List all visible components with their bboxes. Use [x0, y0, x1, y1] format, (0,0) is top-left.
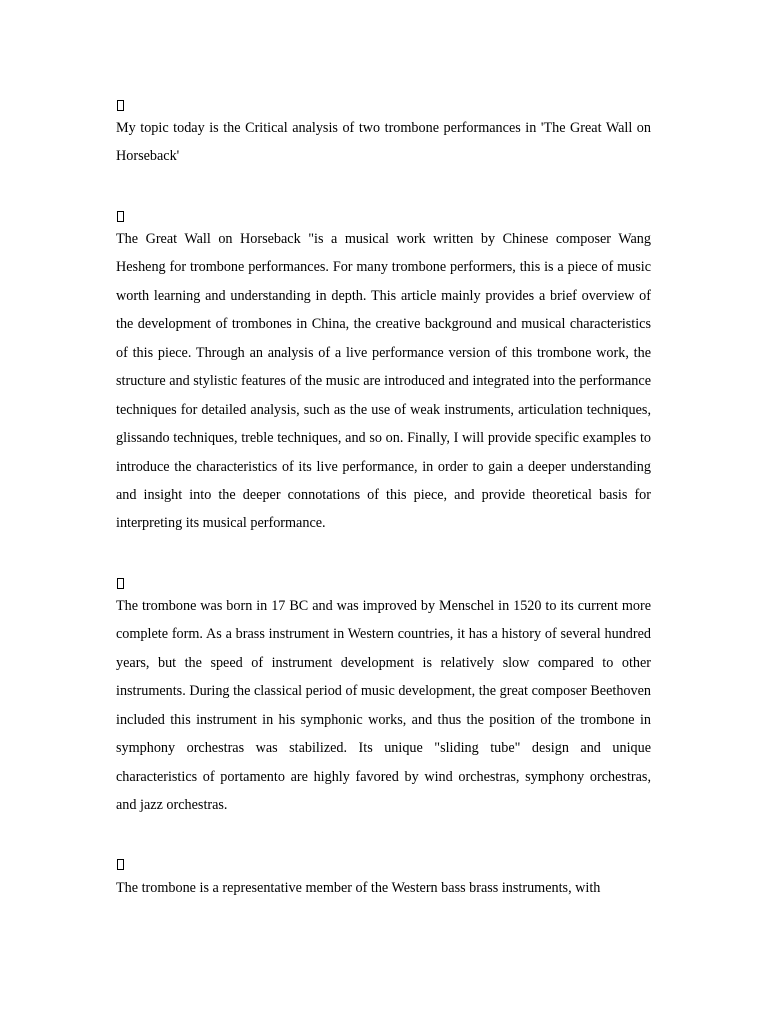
- paragraph-marker-line-4: [116, 856, 651, 874]
- paragraph-block-1: [116, 96, 651, 171]
- paragraph-marker-icon: [117, 859, 124, 870]
- paragraph-marker-line-2: [116, 207, 651, 225]
- paragraph-1: My topic today is the Critical analysis of two trombone performances in 'The Great Wall on Horseback': [116, 120, 651, 165]
- paragraph-spacer: [116, 820, 651, 850]
- paragraph-marker-line-3: [116, 574, 651, 592]
- paragraph-block-3: [116, 574, 651, 820]
- paragraph-marker-icon: [117, 100, 124, 111]
- paragraph-marker-icon: [117, 578, 124, 589]
- paragraph-4: The trombone is a representative member of the Western bass brass instruments, with: [116, 879, 601, 896]
- paragraph-marker-line-1: [116, 96, 651, 114]
- document-body: [116, 96, 651, 902]
- paragraph-2: The Great Wall on Horseback "is a musical work written by Chinese composer Wang Hesheng for trombone performances. For many trombone performers, this is a piece of music worth learning and understanding in depth. This article mainly provides a brief overview of the development of trombones in China, the creative background and musical characteristics of this piece. Through an analysis of a live performance version of this trombone work, the structure and stylistic features of the music are introduced and integrated into the performance techniques for detailed analysis, such as the use of weak instruments, articulation techniques, glissando techniques, treble techniques, and so on. Finally, I will provide specific examples to introduce the characteristics of its live performance, in order to gain a deeper understanding and insight into the deeper connotations of this piece, and provide theoretical basis for interpreting its musical performance.: [116, 230, 651, 532]
- paragraph-marker-icon: [117, 211, 124, 222]
- paragraph-spacer: [116, 538, 651, 568]
- paragraph-block-2: [116, 207, 651, 538]
- paragraph-3: The trombone was born in 17 BC and was improved by Menschel in 1520 to its current more complete form. As a brass instrument in Western countries, it has a history of several hundred years, but the speed of instrument development is relatively slow compared to other instruments. During the classical period of music development, the great composer Beethoven included this instrument in his symphonic works, and thus the position of the trombone in symphony orchestras was stabilized. Its unique "sliding tube" design and unique characteristics of portamento are highly favored by wind orchestras, symphony orchestras, and jazz orchestras.: [116, 597, 651, 814]
- paragraph-spacer: [116, 171, 651, 201]
- paragraph-block-4: [116, 856, 651, 902]
